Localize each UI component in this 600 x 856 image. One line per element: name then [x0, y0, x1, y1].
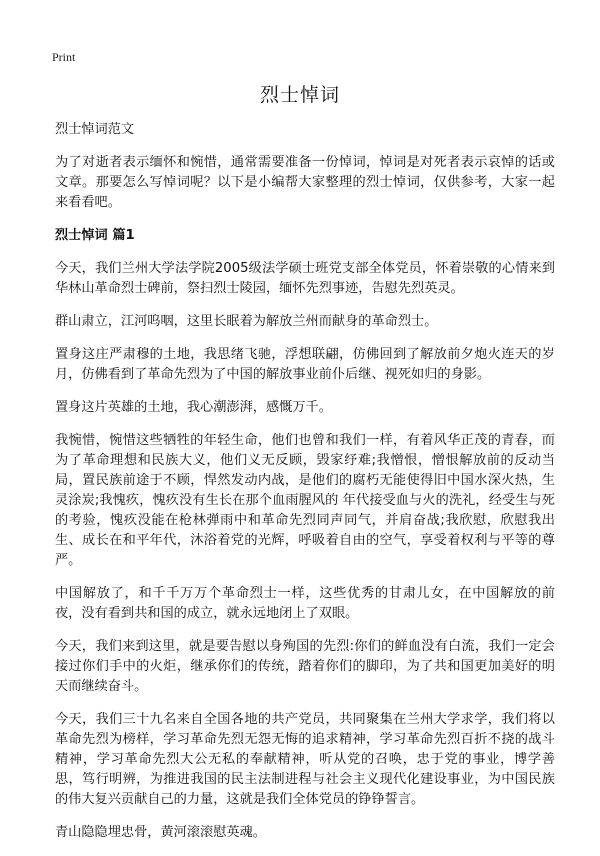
paragraph: 青山隐隐埋忠骨，黄河滚滚慰英魂。 — [55, 825, 266, 840]
paragraph: 群山肃立，江河呜咽，这里长眠着为解放兰州而献身的革命烈士。 — [55, 314, 438, 329]
paragraph: 中国解放了，和千千万万个革命烈士一样，这些优秀的甘肃儿女，在中国解放的前夜，没有看到共和国的成立，就永远地闭上了双眼。 — [55, 586, 555, 621]
paragraph: 今天，我们三十九名来自全国各地的共产党员，共同聚集在兰州大学求学，我们将以革命先烈为榜样，学习革命先烈无怨无悔的追求精神，学习革命先烈百折不挠的战斗精神，学习革命先烈大公无私的奉献精神，听从党的召唤，忠于党的事业，博学善思，笃行明辨，为推进我国的民主法制进程与社会主义现代化建设事业，为中国民族的伟大复兴贡献自己的力量，这就是我们全体党员的铮铮誓言。 — [55, 712, 555, 807]
paragraph: 我惋惜，惋惜这些牺牲的年轻生命，他们也曾和我们一样，有着风华正茂的青春，而为了革命理想和民族大义，他们义无反顾，毁家纾难;我憎恨，憎恨解放前的反动当局，置民族前途于不顾，悍然发动内战，是他们的腐朽无能使得旧中国水深火热，生灵涂炭;我愧疚，愧疚没有生长在那个血雨腥风的 年代接受血与火的洗礼，经受生与死的考验，愧疚没能在枪林弹雨中和革命先烈同声同气，并肩奋战;我欣慰，欣慰我出生、成长在和平年代，沐浴着党的光辉，呼吸着自由的空气，享受着权利与平等的尊严。 — [55, 433, 555, 568]
paragraph: 置身这庄严肃穆的土地，我思绪飞驰，浮想联翩，仿佛回到了解放前夕炮火连天的岁月，仿佛看到了革命先烈为了中国的解放事业前仆后继、视死如归的身影。 — [55, 347, 555, 382]
intro-paragraph: 为了对逝者表示缅怀和惋惜，通常需要准备一份悼词，悼词是对死者表示哀悼的话或文章。那要怎么写悼词呢？以下是小编帮大家整理的烈士悼词，仅供参考，大家一起来看看吧。 — [55, 155, 555, 210]
paragraph: 今天，我们来到这里，就是要告慰以身殉国的先烈:你们的鲜血没有白流，我们一定会接过你们手中的火炬，继承你们的传统，踏着你们的脚印，为了共和国更加美好的明天而继续奋斗。 — [55, 639, 555, 694]
document-subtitle: 烈士悼词范文 — [55, 122, 135, 137]
document-title: 烈士悼词 — [259, 84, 340, 106]
section-1 — [55, 226, 555, 843]
document-body — [55, 120, 555, 856]
paragraph: 今天，我们兰州大学法学院2005级法学硕士班党支部全体党员，怀着崇敬的心情来到华林山革命烈士碑前，祭扫烈士陵园，缅怀先烈事迹，告慰先烈英灵。 — [55, 261, 555, 296]
section-heading: 烈士悼词 篇1 — [55, 228, 135, 243]
paragraph: 置身这片英雄的土地，我心潮澎湃，感慨万千。 — [55, 400, 332, 415]
print-label: Print — [52, 50, 76, 64]
